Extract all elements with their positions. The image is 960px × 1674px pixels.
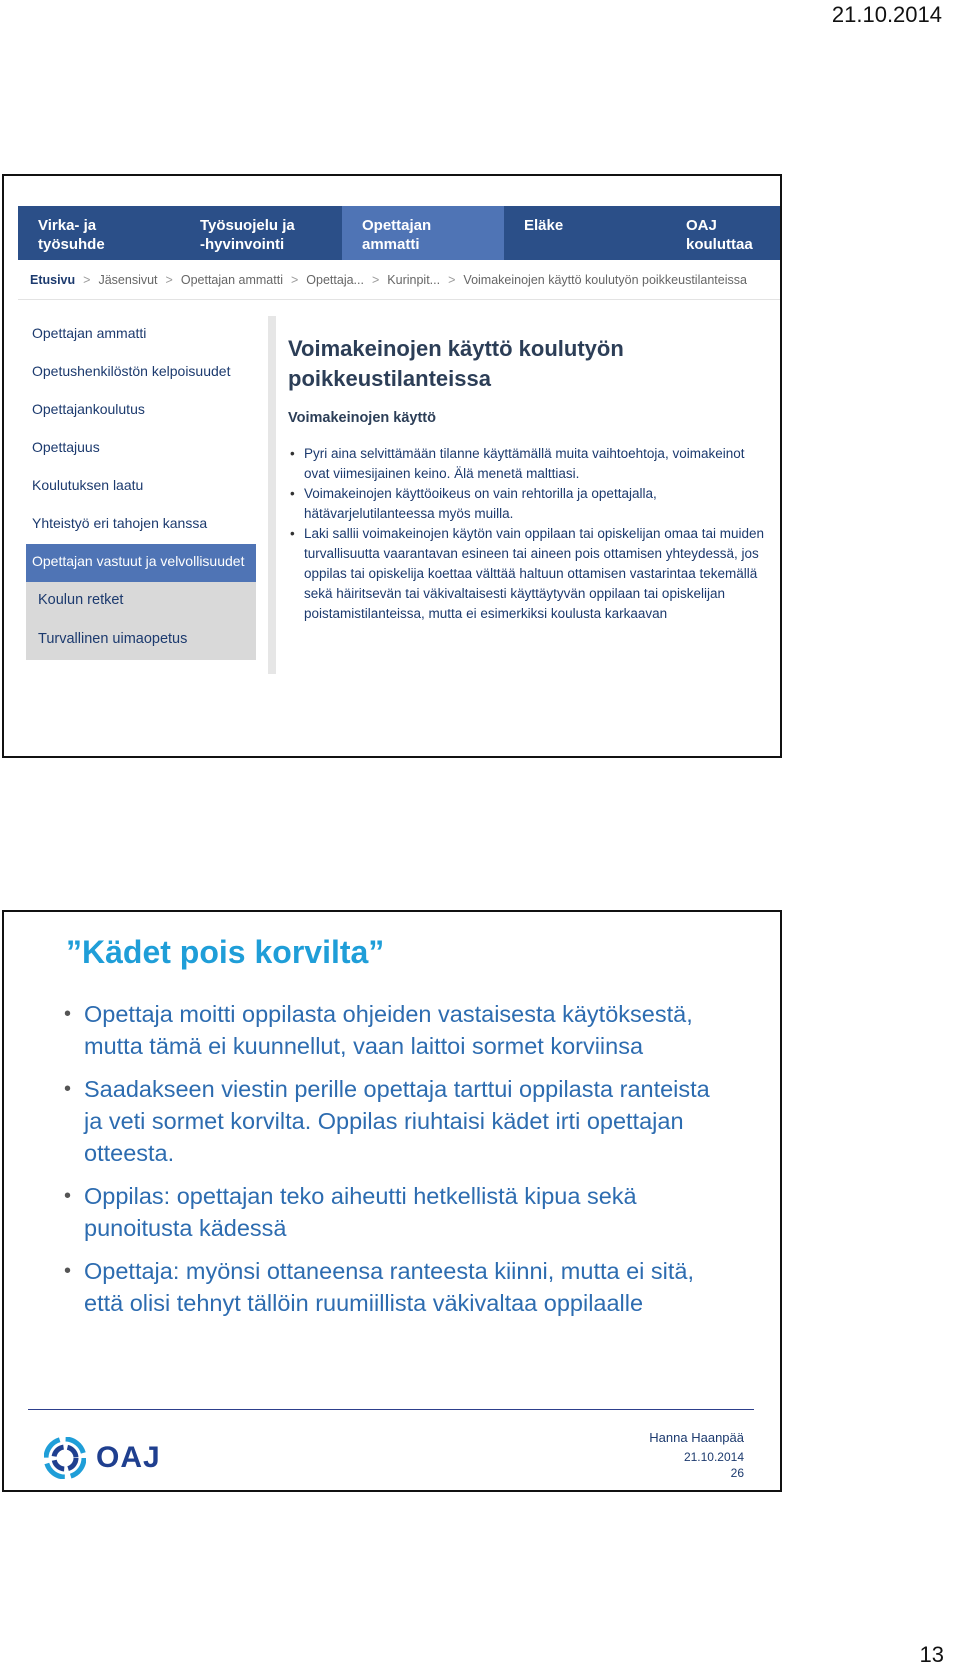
breadcrumb-separator: > [448,272,456,287]
breadcrumb-link[interactable]: Jäsensivut [98,272,158,287]
sidebar-subitem[interactable]: Turvallinen uimaopetus [26,621,256,660]
nav-item-elake[interactable] [504,206,666,260]
logo-text: OAJ [96,1441,161,1474]
bullet-list [288,444,768,624]
list-item: • Oppilas: opettajan teko aiheutti hetkellistä kipua sekä punoitusta kädessä [64,1180,724,1244]
list-item: • Voimakeinojen käyttöoikeus on vain rehtorilla ja opettajalla, hätävarjelutilanteessa myös muilla. [288,484,768,524]
breadcrumb [18,260,782,300]
sidebar [26,316,276,674]
list-item: • Pyri aina selvittämään tilanne käyttämällä muita vaihtoehtoja, voimakeinot ovat viimesijainen keino. Älä menetä malttiasi. [288,444,768,484]
nav-label: Työsuojelu ja -hyvinvointi [200,217,295,253]
sidebar-item[interactable]: Opettajuus [32,439,100,455]
bullet-list [64,998,724,1330]
main-content [288,316,768,624]
page-title: Voimakeinojen käyttö koulutyön poikkeustilanteissa [288,336,624,391]
nav-label: Opettajan ammatti [362,217,432,253]
sidebar-item-active[interactable]: Opettajan vastuut ja velvollisuudet [26,544,256,582]
breadcrumb-link[interactable]: Opettaja... [306,272,364,287]
nav-item-tyosuojelu[interactable] [180,206,342,260]
oaj-logo [44,1437,161,1479]
slide-title: ”Kädet pois korvilta” [66,934,385,970]
nav-label: Eläke [524,217,564,234]
breadcrumb-separator: > [290,272,299,287]
breadcrumb-separator: > [165,272,173,287]
slide-case [2,910,782,1492]
breadcrumb-separator: > [83,272,91,287]
list-item: • Opettaja moitti oppilasta ohjeiden vastaisesta käytöksestä, mutta tämä ei kuunnellut, vaan laittoi sormet korviinsa [64,998,724,1062]
page-date: 21.10.2014 [831,2,942,27]
nav-label: OAJ kouluttaa [686,217,753,253]
nav-item-opettajan-ammatti[interactable] [342,206,504,260]
sidebar-item[interactable]: Opetushenkilöstön kelpoisuudet [32,363,231,379]
footer-author: Hanna Haanpää [649,1430,744,1445]
section-heading: Voimakeinojen käyttö [288,410,436,426]
oaj-logo-icon [44,1437,86,1479]
list-item: • Opettaja: myönsi ottaneensa ranteesta kiinni, mutta ei sitä, että olisi tehnyt tällöin ruumiillista väkivaltaa oppilaalle [64,1255,724,1319]
nav-label: Virka- ja työsuhde [38,217,105,253]
sidebar-item[interactable]: Yhteistyö eri tahojen kanssa [32,515,208,531]
breadcrumb-separator: > [371,272,380,287]
list-item: • Laki sallii voimakeinojen käytön vain oppilaan tai opiskelijan omaa tai muiden turvallisuutta vaarantavan esineen tai aineen pois ottamisen yhteydessä, jos oppilas tai opiskelija koettaa välttää haltuun ottamisen vastarintaa tekemällä sekä häiritsevän tai väkivaltaisesti käyttäytyvän oppilaan tai opiskelijan poistamistilanteissa, mutta ei esimerkiksi koulusta karkaavan [288,524,768,624]
list-item: • Saadakseen viestin perille opettaja tarttui oppilasta ranteista ja veti sormet korvilta. Oppilas riuhtaisi kädet irti opettajan otteesta. [64,1073,724,1169]
page-number: 13 [919,1642,944,1667]
breadcrumb-link[interactable]: Opettajan ammatti [180,272,283,287]
top-navigation [18,206,782,260]
breadcrumb-link[interactable]: Kurinpit... [387,272,441,287]
nav-item-oaj-kouluttaa[interactable] [666,206,782,260]
sidebar-item[interactable]: Koulutuksen laatu [32,477,144,493]
sidebar-item[interactable]: Opettajankoulutus [32,401,145,417]
website-screenshot [18,206,782,676]
footer-divider [28,1409,754,1410]
footer-date: 21.10.2014 [683,1450,744,1464]
breadcrumb-current: Voimakeinojen käyttö koulutyön poikkeustilanteissa [463,272,747,287]
sidebar-subitem[interactable]: Koulun retket [26,582,256,621]
slide-number: 26 [730,1466,744,1480]
breadcrumb-link[interactable]: Etusivu [30,272,76,287]
slide-website-screenshot [2,174,782,758]
sidebar-item[interactable]: Opettajan ammatti [32,325,147,341]
nav-item-virka[interactable] [18,206,180,260]
